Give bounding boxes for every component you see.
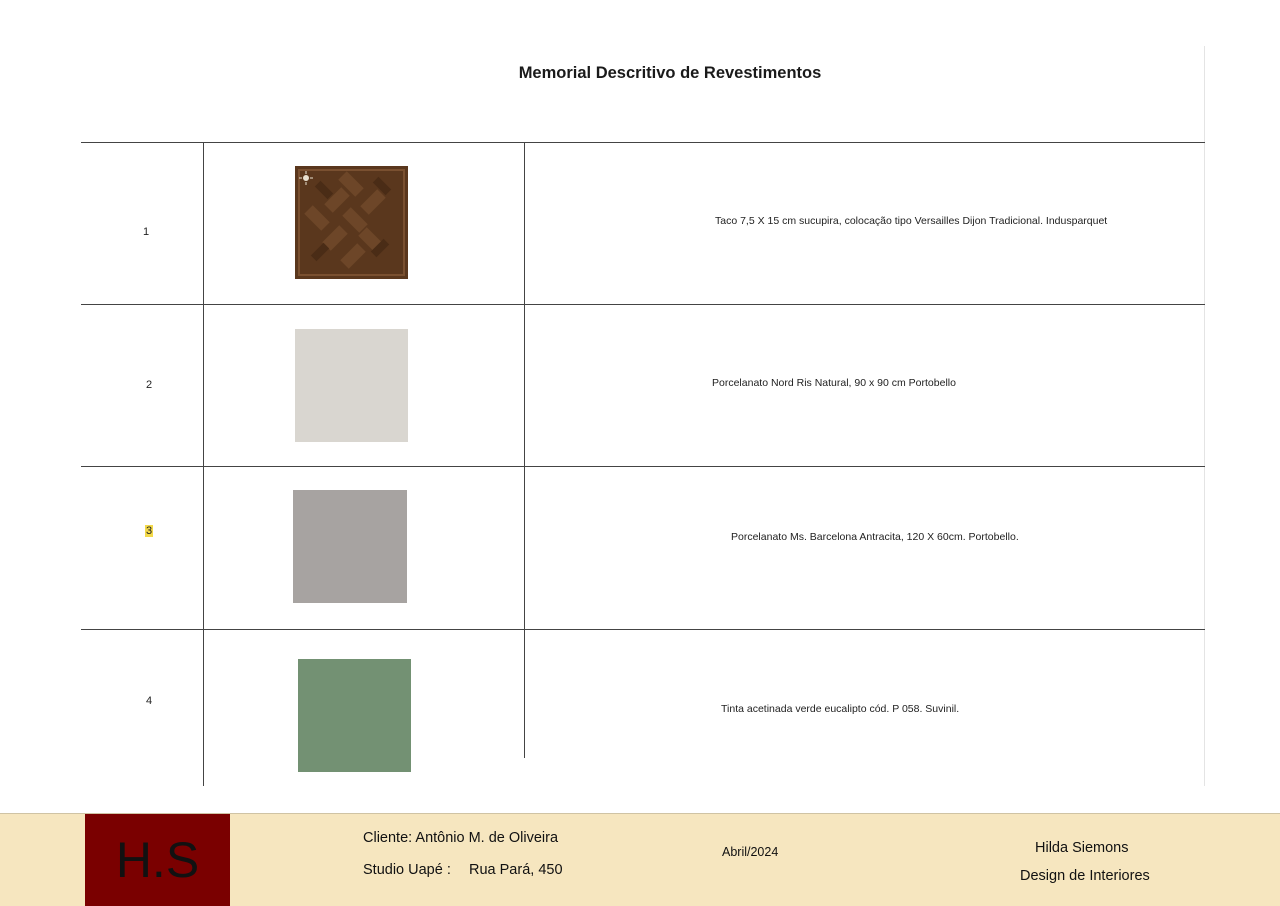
- row-number: 2: [146, 379, 153, 391]
- designer-name: Hilda Siemons: [1035, 840, 1129, 856]
- studio-label: Studio Uapé :: [363, 862, 451, 878]
- table-rule: [81, 304, 1205, 305]
- column-divider: [524, 142, 525, 758]
- row-number: 1: [143, 226, 150, 238]
- porcelanato-dark-swatch-image: [293, 490, 407, 603]
- client-name: Cliente: Antônio M. de Oliveira: [363, 830, 559, 846]
- row-description: Tinta acetinada verde eucalipto cód. P 058. Suvinil.: [721, 703, 960, 715]
- table-rule: [81, 466, 1205, 467]
- studio-address: Rua Pará, 450: [469, 862, 563, 878]
- column-divider: [203, 142, 204, 786]
- row-description: Taco 7,5 X 15 cm sucupira, colocação tipo Versailles Dijon Tradicional. Indusparquet: [715, 215, 1108, 227]
- row-description: Porcelanato Nord Ris Natural, 90 x 90 cm Portobello: [712, 377, 956, 389]
- footer: [0, 813, 1280, 906]
- logo: H.S: [85, 814, 230, 906]
- designer-title: Design de Interiores: [1020, 868, 1150, 884]
- paint-green-swatch-image: [298, 659, 411, 772]
- row-number-highlighted: 3: [146, 525, 153, 537]
- table-rule: [81, 142, 1205, 143]
- row-description: Porcelanato Ms. Barcelona Antracita, 120 X 60cm. Portobello.: [731, 531, 1019, 543]
- page-edge-divider: [1204, 46, 1205, 786]
- table-rule: [81, 629, 1205, 630]
- row-number: 4: [146, 695, 153, 707]
- page-title: Memorial Descritivo de Revestimentos: [518, 64, 822, 82]
- parquet-pattern-icon: [295, 166, 408, 279]
- parquet-swatch-image: [295, 166, 408, 279]
- document-date: Abril/2024: [722, 845, 779, 859]
- porcelanato-light-swatch-image: [295, 329, 408, 442]
